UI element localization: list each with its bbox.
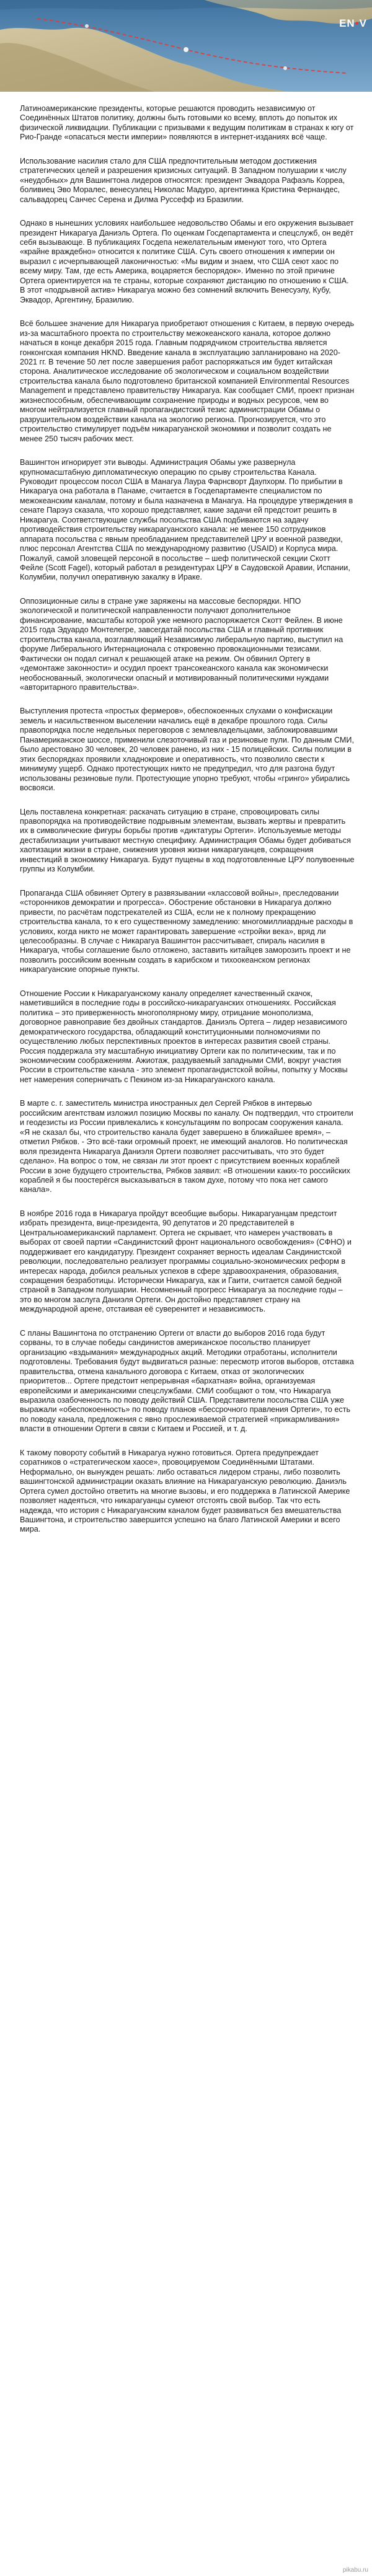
article-paragraph: В марте с. г. заместитель министра иностранных дел Сергей Рябков в интервью российским агентствам изложил позицию Москвы по каналу. Он подтвердил, что строители и геодезисты из России привлекались к консультациям по вопросам сооружения канала. «Я не сказал бы, что строительство канала будет завершено в ближайшее время», – отметил Рябков. - Это всё-таки огромный проект, не имеющий аналогов. Но политическая воля президента Никарагуа Даниэля Ортеги позволяет рассчитывать, что это будет сделано». На вопрос о том, не связан ли этот проект с присутствием военных кораблей России в зоне будущего строительства, Рябков заявил: «В отношении каких-то российских кораблей я бы поостерёгся высказываться в таком духе, потому что пока нет самого канала». bbox=[20, 1099, 353, 1194]
article-paragraph: Пропаганда США обвиняет Ортегу в развязывании «классовой войны», преследовании «сторонников демократии и прогресса». Обострение обстановки в Никарагуа должно привести, по расчётам подстрекателей из США, если не к полному прекращению строительства канала, то к его существенному замедлению: многомиллиардные расходы в условиях, когда никто не может гарантировать завершение «стройки века», вряд ли целесообразны. В случае с Никарагуа Вашингтон рассчитывает, спираль насилия в Никарагуа, чтобы соглашение было отложено, заставить китайцев заморозить проект и не позволить российским военным создать в карибском и тихоокеанском регионах никарагуанские опорные пункты. bbox=[20, 888, 353, 974]
article-paragraph: Выступления протеста «простых фермеров», обеспокоенных слухами о конфискации земель и насильственном выселении начались ещё в декабре прошлого года. Силы правопорядка после недельных переговоров с землевладельцами, заблокировавшими Панамериканское шоссе, применили слезоточивый газ и резиновые пули. По данным СМИ, было арестовано 30 человек, 20 человек ранено, из них - 15 полицейских. Силы полиции в этих беспорядках проявили хладнокровие и оперативность, что позволило свести к минимуму ущерб. Однако протестующих никто не предупредил, что для разгона будут использованы резиновые пули. Протестующие упорно требуют, чтобы «гринго» убирались восвояси. bbox=[20, 707, 354, 793]
article-paragraph: Всё большее значение для Никарагуа приобретают отношения с Китаем, в первую очередь из-за масштабного проекта по строительству межокеанского канала, которое должно начаться в конце декабря 2015 года. Главным подрядчиком строительства является гонконгская компания HKND. Введение канала в эксплуатацию запланировано на 2020-2021 гг. В течение 50 лет после завершения работ распоряжаться им будет китайская сторона. Аналитическое исследование об экологическом и социальном воздействии строительства канала было подготовлено британской компанией Environmental Resources Management и представлено правительству Никарагуа. Как сообщает СМИ, проект признан жизнеспособным, обеспечивающим сохранение природы и водных ресурсов, чем во многом нейтрализуется главный пропагандистский тезис администрации Обамы о разрушительном воздействии канала на экологию региона. Прогнозируется, что это строительство стимулирует подъём никарагуанской экономики и позволит создать не менее 250 тысяч рабочих мест. bbox=[20, 319, 355, 443]
article-paragraph: Вашингтон игнорирует эти выводы. Администрация Обамы уже развернула крупномасштабную дипломатическую операцию по срыву строительства Канала. Руководит процессом посол США в Манагуа Лаура Фарнсворт Даупхорм. По прибытии в Никарагуа она работала в Панаме, считается в Госдепартаменте специалистом по межокеанским каналам, потому и была назначена в Манагуа. На процедуре утверждения в сенате Парэуз сказала, что хорошо представляет, какие задачи ей предстоит решить в Никарагуа. Соответствующие службы посольства США подбиваются на задачу противодействия строительству никарагуанского канала: не менее 150 сотрудников аппарата посольства с явным преобладанием представителей ЦРУ и военной разведки, плюс персонал Агентства США по международному развитию (USAID) и Корпуса мира. Пожалуй, самой зловещей персоной в посольстве – шеф политической секции Скотт Фейле (Scott Fagel), который работал в резидентурах ЦРУ в Саудовской Аравии, Испании, Колумбии, получил оперативную закалку в Ираке. bbox=[20, 458, 353, 582]
source-watermark: pikabu.ru bbox=[342, 2567, 368, 2574]
article-paragraph: Цель поставлена конкретная: раскачать ситуацию в стране, спровоцировать силы правопорядка на противодействие подрывным элементам, вызвать жертвы и превратить их в символические фигуры борьбы против «диктатуры Ортеги». Используемые методы дестабилизации учитывают местную специфику. Администрация Обамы будет добиваться хаотизации жизни в стране, снижения уровня жизни никарагуанцев, сокращения инвестиций в экономику Никарагуа. Будут пущены в ход подготовленные ЦРУ полувоенные группы из Колумбии. bbox=[20, 807, 355, 874]
channel-logo-right: V bbox=[359, 17, 367, 29]
channel-logo-left: EN bbox=[339, 17, 355, 29]
article-paragraph: С планы Вашингтона по отстранению Ортеги от власти до выборов 2016 года будут сорваны, то в случае победы сандинистов американское посольство планирует организацию «вздымания» международных акций. Методики отработаны, исполнители подготовлены. Требования будут выдвигаться разные: пересмотр итогов выборов, отставка правительства, отмена канального договора с Китаем, отказ от экологических приоритетов... Ортеге предстоит непрерывная «бархатная» война, организуемая европейскими и американскими спецслужбами. СМИ сообщают о том, что Никарагуа выразила озабоченность по поводу действий США. Представители посольства США уже выражали «обеспокоенность» по поводу планов «бессрочного правления Ортеги», то есть по поводу канала, предложения с явно прослеживаемой стратегией «прикармливания» власти в отношении Ортеги в связи с Китаем и Россией, и т. д. bbox=[20, 1328, 354, 1434]
article-paragraph: Отношение России к Никарагуанскому каналу определяет качественный скачок, наметившийся в последние годы в российско-никарагуанских отношениях. Российская политика – это приверженность многополярному миру, отрицание монополизма, договорное равноправие без двойных стандартов. Даниэль Ортега – лидер независимого демократического государства, обладающий конституционными полномочиями по осуществлению любых перспективных проектов в интересах развития своей страны. Россия поддержала эту масштабную инициативу Ортеги как по политическим, так и по экономическим соображениям. Ажиотаж, раздуваемый западными СМИ, вокруг участия России в строительстве канала - это элемент пропагандистской войны, попытку у Москвы нет намерения соперничать с Пекином из-за Никарагуанского канала. bbox=[20, 989, 348, 1084]
article-paragraph: Однако в нынешних условиях наибольшее недовольство Обамы и его окружения вызывает президент Никарагуа Даниэль Ортега. По оценкам Госдепартамента и спецслужб, он ведёт себя вызывающе. В публикациях Госдепа нежелательным именуют того, что Ортега «крайне враждебно» относится к политике США. Суть своего отношения к империи он выразил с исчерпывающей лаконичностью: «Мы видим и знаем, что США сеют хаос по всему миру. Там, где есть Америка, воцаряется беспорядок». Именно по этой причине Ортега ориентируется на те страны, которые сохраняют дистанцию по отношению к США. В этот «подрывной актив» Никарагуа можно без сомнений включить Венесуэлу, Кубу, Эквадор, Аргентину, Бразилию. bbox=[20, 219, 354, 304]
article-paragraph: Использование насилия стало для США предпочтительным методом достижения стратегических целей и разрешения кризисных ситуаций. В Западном полушарии к числу «неудобных» для Вашингтона лидеров относятся: президент Эквадора Рафаэль Корреа, боливиец Эво Моралес, венесуэлец Николас Мадуро, аргентинка Кристина Фернандес, сальвадорец Санчес Серена и Дилма Руссефф из Бразилии. bbox=[20, 156, 347, 204]
channel-logo-accent: • bbox=[355, 17, 360, 29]
channel-logo bbox=[339, 17, 367, 30]
header-map-image bbox=[0, 0, 372, 92]
map-illustration bbox=[0, 0, 372, 92]
article-paragraph: В ноябре 2016 года в Никарагуа пройдут всеобщие выборы. Никарагуанцам предстоит избрать президента, вице-президента, 90 депутатов и 20 представителей в Центральноамериканский парламент. Ортега не скрывает, что намерен участвовать в выборах от своей партии «Сандинистский фронт национального освобождения» (СФНО) и поддерживает его кандидатуру. Президент сохраняет верность идеалам Сандинистской революции, последовательно реализует программы социально-экономических реформ в интересах народа, добился реальных успехов в сфере здравоохранения, образования, сокращения безработицы. Исторически Никарагуа, как и Гаити, считается самой бедной страной в Западном полушарии. Несомненный прогресс Никарагуа за последние годы – это во многом заслуга Даниэля Ортеги. Он достойно представляет страну на международной арене, отстаивая её суверенитет и независимость. bbox=[20, 1209, 352, 1314]
article-paragraph: Оппозиционные силы в стране уже заряжены на массовые беспорядки. НПО экологической и политической направленности получают дополнительное финансирование, масштабы которой уже немного распоряжается Скотт Фейлен. В июне 2015 года Эдуардо Монтелегре, завсегдатай посольства США и главный противник строительства канала, возглавляющий Независимую либеральную партию, выступил на форуме Либерального Интернационала с откровенно провокационными тезисами. Фактически он подал сигнал к решающей атаке на режим. Он обвинил Ортегу в «демонтаже законности» и осудил проект трансокеанского канала как экономически необоснованный, экологически опасный и мотивированный политическими нуждами «авторитарного правительства». bbox=[20, 596, 343, 692]
article-paragraph: К такому повороту событий в Никарагуа нужно готовиться. Ортега предупреждает соратников о «стратегическом хаосе», провоцируемом Соединёнными Штатами. Неформально, он вынужден решать: либо оставаться лидером страны, либо позволить вашингтонской администрации оказать влияние на Никарагуанскую революцию. Даниэль Ортега сумел достойно ответить на многие вызовы, и его поддержка в Латинской Америке позволяет надеяться, что никарагуанцы сумеют отстоять свой выбор. Так что есть надежда, что история с Никарагуанским каналом будет развиваться без вмешательства Вашингтона, и строительство завершится успешно на благо Латинской Америки и всего мира. bbox=[20, 1448, 350, 1534]
article-body bbox=[20, 104, 355, 1549]
article-paragraph: Латиноамериканские президенты, которые решаются проводить независимую от Соединённых Штатов политику, должны быть готовыми ко всему, вплоть до попыток их физической ликвидации. Публикации с призывами к ведущим политикам в странах к югу от Рио-Гранде «опасаться мести империи» появляются в интернет-изданиях всё чаще. bbox=[20, 104, 354, 142]
